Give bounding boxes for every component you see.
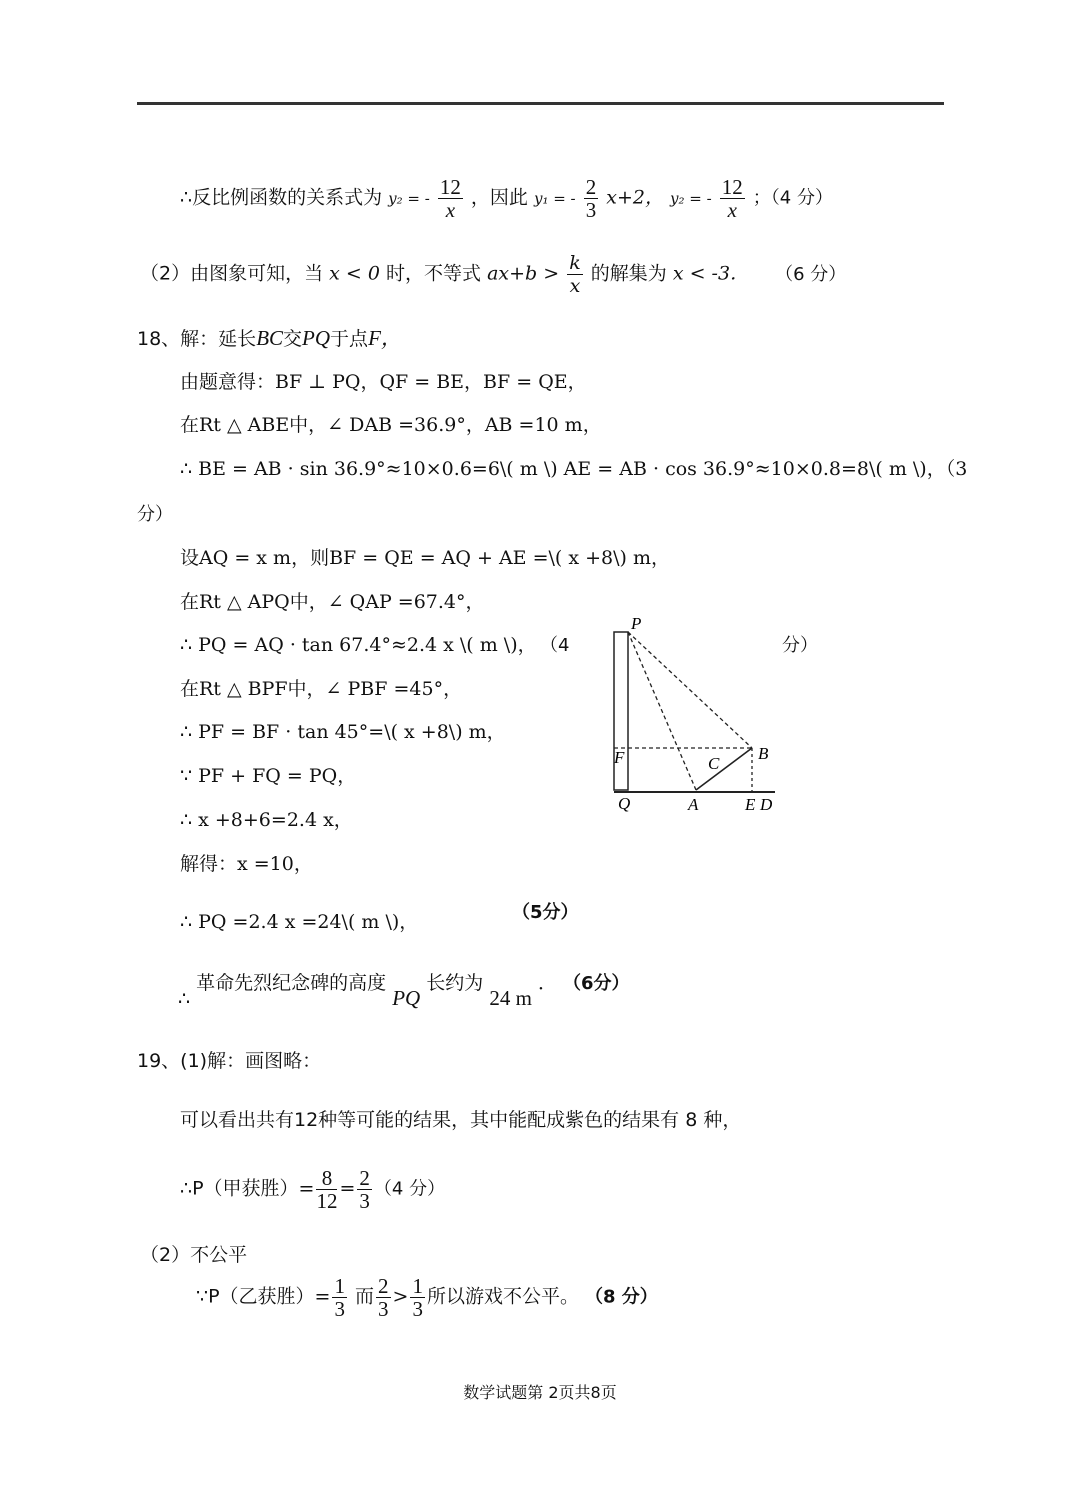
math: x < -3． — [672, 262, 750, 285]
slope-ab — [696, 748, 752, 790]
fraction — [410, 1275, 425, 1320]
score: （5分） — [512, 902, 579, 923]
line-given — [180, 370, 587, 394]
line-19-intro — [137, 1049, 321, 1073]
text: 在Rt △ APQ中，∠ QAP =67.4°， — [180, 591, 485, 613]
text: > — [392, 1285, 409, 1308]
math: y₁ = - — [533, 189, 576, 208]
text: ∴反比例函数的关系式为 — [180, 186, 383, 209]
line-rt-apq — [180, 590, 485, 614]
fraction — [316, 1167, 337, 1212]
math: F， — [368, 326, 402, 350]
text: 于点 — [330, 328, 369, 350]
line-pb — [628, 632, 752, 748]
score: （6分） — [563, 973, 630, 994]
text: 18、解：延长 — [137, 328, 257, 350]
score-5 — [512, 900, 579, 925]
line-prob-yi — [196, 1275, 658, 1320]
numerator: 12 — [721, 175, 743, 199]
math: 24 m — [489, 986, 532, 1010]
text: 可以看出共有12种等可能的结果，其中能配成紫色的结果有 8 种， — [180, 1109, 742, 1131]
score: ；（4 分） — [752, 187, 833, 209]
text: 交 — [283, 328, 303, 350]
text: ∴ PQ = AQ · tan 67.4°≈2.4 x \( m \)， — [180, 634, 537, 656]
label-b: B — [758, 744, 769, 763]
text: 时，不等式 — [386, 262, 482, 285]
numerator: 2 — [378, 1274, 389, 1298]
line-pf — [180, 720, 506, 744]
score: （8 分） — [585, 1286, 658, 1308]
numerator: 8 — [316, 1167, 337, 1190]
line-rt-bpf — [180, 677, 462, 701]
line-score-3 — [137, 502, 173, 527]
line-pq-result — [180, 910, 418, 934]
fraction — [567, 252, 583, 297]
math: x < 0 — [329, 262, 380, 285]
text: ，因此 — [470, 186, 528, 209]
denominator: x — [445, 198, 456, 222]
line-let-aq — [180, 546, 670, 570]
text: ∵P（乙获胜）= — [196, 1285, 331, 1308]
text: ∴ PQ =2.4 x =24\( m \)， — [180, 911, 419, 933]
text: 的解集为 — [590, 262, 667, 285]
denominator: x — [727, 198, 737, 222]
score: （4 分） — [373, 1178, 446, 1200]
math: x+2， — [606, 186, 664, 209]
text: 由题意得：BF ⊥ PQ，QF = BE，BF = QE， — [180, 371, 587, 393]
math: y₂ = - — [670, 189, 712, 208]
line-solve — [180, 852, 313, 876]
line-rt-abe — [180, 413, 602, 437]
text: 所以游戏不公平。 — [426, 1285, 579, 1308]
math: BC — [256, 326, 284, 350]
fraction — [720, 176, 745, 221]
math: PQ — [392, 986, 421, 1010]
score: （4 — [540, 635, 570, 656]
fraction — [438, 176, 463, 221]
fraction — [376, 1275, 391, 1320]
text: 长约为 — [426, 972, 484, 994]
line-pa — [628, 632, 696, 790]
line-outcomes — [180, 1108, 741, 1132]
line-inequality — [140, 252, 846, 297]
denominator: 3 — [378, 1297, 389, 1321]
page-footer: 数学试题第 2页共8页 — [463, 1383, 617, 1402]
numerator: 2 — [359, 1166, 370, 1190]
text: 19、(1)解：画图略： — [137, 1050, 322, 1072]
math: ax+b > — [487, 262, 560, 285]
top-rule — [137, 102, 944, 105]
fraction — [357, 1167, 372, 1212]
math: y₂ = - — [388, 189, 430, 208]
score: 分） — [137, 504, 173, 525]
text: 革命先烈纪念碑的高度 — [196, 972, 387, 994]
therefore: ∴ — [178, 988, 191, 1010]
text: 设AQ = x m，则BF = QE = AQ + AE =\( x +8\) m， — [180, 547, 670, 569]
denominator: 3 — [359, 1189, 370, 1213]
text: ∴ BE = AB · sin 36.9°≈10×0.6=6\( m \) AE = AB · cos 36.9°≈10×0.8=8\( m \)，（3 — [180, 458, 968, 480]
text: （2）由图象可知，当 — [140, 262, 324, 285]
numerator: k — [569, 252, 581, 274]
line-inverse-function — [180, 176, 833, 221]
line-unfair — [140, 1243, 247, 1267]
text: ． — [537, 972, 557, 994]
text: 而 — [355, 1285, 375, 1308]
label-c: C — [708, 754, 720, 773]
text: 在Rt △ ABE中，∠ DAB =36.9°，AB =10 m， — [180, 414, 602, 436]
text: ∵ PF + FQ = PQ， — [180, 765, 357, 787]
text: （2）不公平 — [140, 1244, 248, 1266]
text: ∴ x +8+6=2.4 x， — [180, 809, 353, 831]
label-e: E — [745, 795, 756, 814]
line-be-ae — [180, 457, 967, 481]
numerator: 1 — [334, 1274, 345, 1298]
text: ∴P（甲获胜）= — [180, 1177, 315, 1200]
denominator: 3 — [334, 1297, 345, 1321]
line-pq-tan — [180, 633, 537, 657]
line-conclusion — [178, 970, 630, 1014]
numerator: 2 — [585, 175, 597, 199]
numerator: 1 — [412, 1274, 423, 1298]
fraction — [584, 176, 599, 221]
numerator: 12 — [439, 175, 461, 199]
label-p: P — [631, 614, 642, 633]
line-sum — [180, 764, 356, 788]
text: ∴ PF = BF · tan 45°=\( x +8\) m， — [180, 721, 506, 743]
score-4-open — [540, 633, 569, 658]
geometry-figure — [600, 612, 800, 817]
denominator: 3 — [585, 198, 597, 222]
text: = — [339, 1177, 356, 1200]
score: 分） — [782, 635, 818, 656]
line-18-intro — [137, 326, 402, 351]
label-f: F — [614, 748, 625, 767]
label-a: A — [688, 795, 699, 814]
score: （6 分） — [775, 263, 847, 285]
denominator: 3 — [412, 1297, 423, 1321]
math: PQ — [302, 326, 331, 350]
denominator: 12 — [316, 1189, 338, 1213]
text: 在Rt △ BPF中，∠ PBF =45°， — [180, 678, 463, 700]
label-d: D — [760, 795, 773, 814]
fraction — [332, 1275, 347, 1320]
line-prob-jia — [180, 1167, 445, 1212]
label-q: Q — [618, 794, 631, 813]
denominator: x — [569, 275, 581, 297]
text: 解得：x =10， — [180, 853, 313, 875]
line-equation — [180, 808, 353, 832]
